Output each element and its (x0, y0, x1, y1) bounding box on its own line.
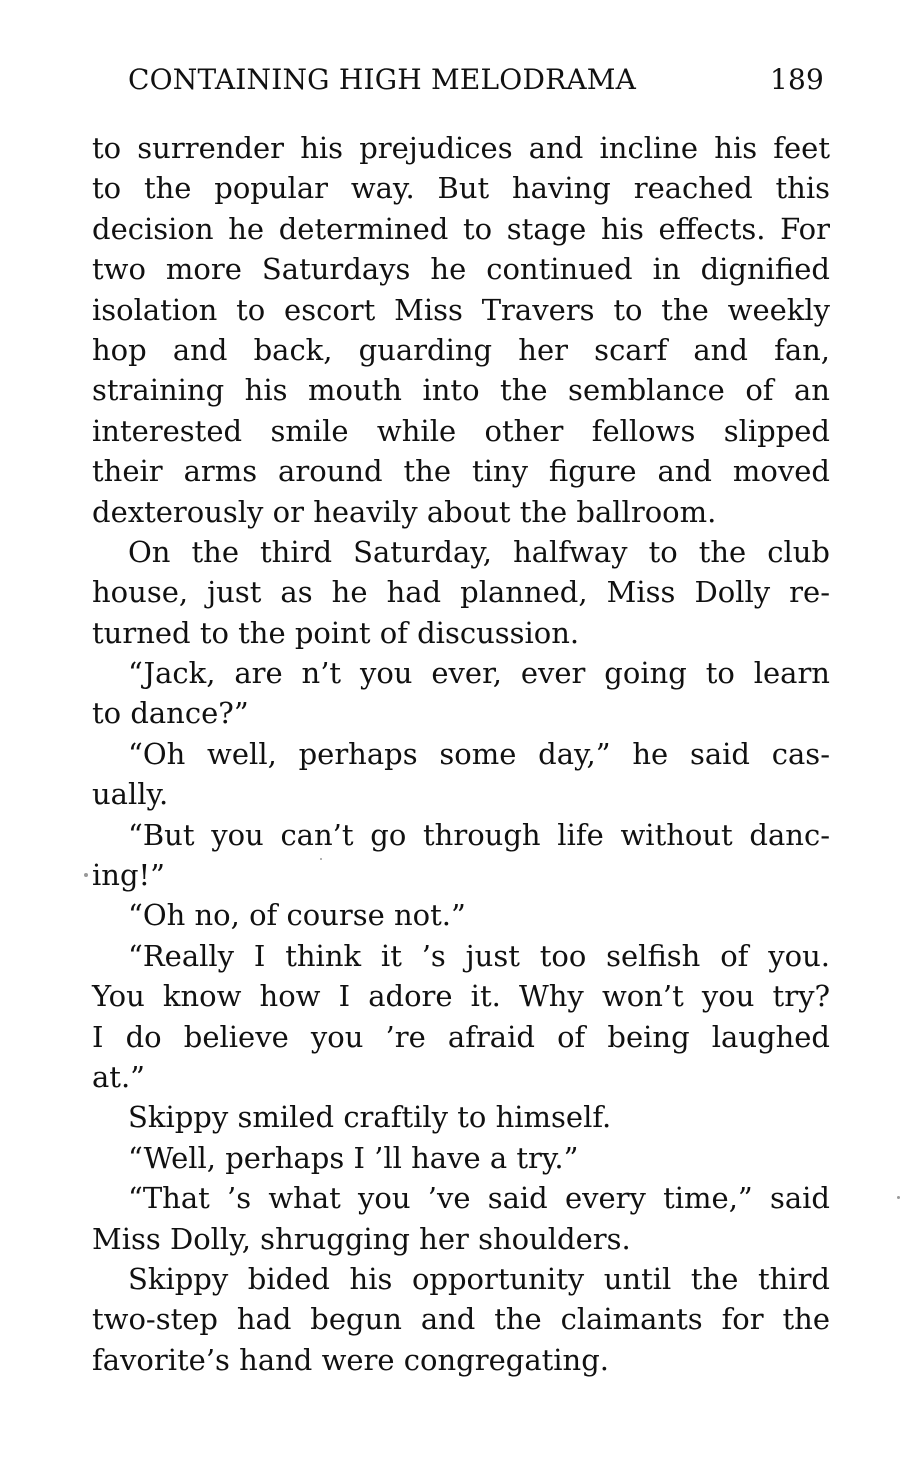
text-line: “Really I think it ’s just too selfish of you. (128, 938, 830, 973)
text-line: I do believe you ’re afraid of being laughed (92, 1019, 830, 1054)
text-line: “Jack, are n’t you ever, ever going to learn (128, 656, 830, 691)
text-line: two-step had begun and the claimants for the (92, 1302, 830, 1337)
text-line: turned to the point of discussion. (92, 615, 580, 650)
text-line: to surrender his prejudices and incline his feet (92, 131, 830, 165)
text-line: “Well, perhaps I ’ll have a try.” (128, 1140, 579, 1175)
body-text (92, 128, 830, 1380)
text-line: Miss Dolly, shrugging her shoulders. (92, 1221, 631, 1256)
text-line: isolation to escort Miss Travers to the weekly (92, 292, 830, 327)
text-line: their arms around the tiny figure and moved (92, 454, 830, 489)
ink-speck (320, 858, 322, 860)
text-line: at.” (92, 1059, 145, 1094)
text-line: “Oh no, of course not.” (128, 898, 466, 933)
text-line: On the third Saturday, halfway to the club (128, 534, 830, 569)
text-line: ually. (92, 777, 169, 812)
text-line: “That ’s what you ’ve said every time,” said (128, 1181, 830, 1216)
text-line: Skippy smiled craftily to himself. (128, 1100, 612, 1135)
text-line: decision he determined to stage his effects. For (92, 211, 830, 246)
text-line: “But you can’t go through life without danc- (128, 817, 830, 852)
text-line: to dance?” (92, 696, 249, 731)
chapter-title: CONTAINING HIGH MELODRAMA (128, 63, 637, 96)
text-line: hop and back, guarding her scarf and fan, (92, 332, 830, 367)
text-line: You know how I adore it. Why won’t you try? (92, 979, 830, 1014)
text-line: favorite’s hand were congregating. (92, 1342, 610, 1377)
ink-speck (84, 873, 88, 877)
text-line: interested smile while other fellows slipped (92, 413, 830, 448)
text-line: Skippy bided his opportunity until the third (128, 1261, 830, 1296)
text-line: straining his mouth into the semblance of an (92, 373, 830, 408)
page-number: 189 (769, 63, 824, 96)
running-head (128, 60, 828, 100)
text-line: house, just as he had planned, Miss Dolly re- (92, 575, 830, 610)
text-line: two more Saturdays he continued in dignified (92, 252, 830, 287)
text-line: ing!” (92, 858, 165, 893)
text-line: to the popular way. But having reached this (92, 171, 830, 206)
text-line: dexterously or heavily about the ballroom. (92, 494, 717, 529)
text-line: “Oh well, perhaps some day,” he said cas- (128, 736, 830, 771)
